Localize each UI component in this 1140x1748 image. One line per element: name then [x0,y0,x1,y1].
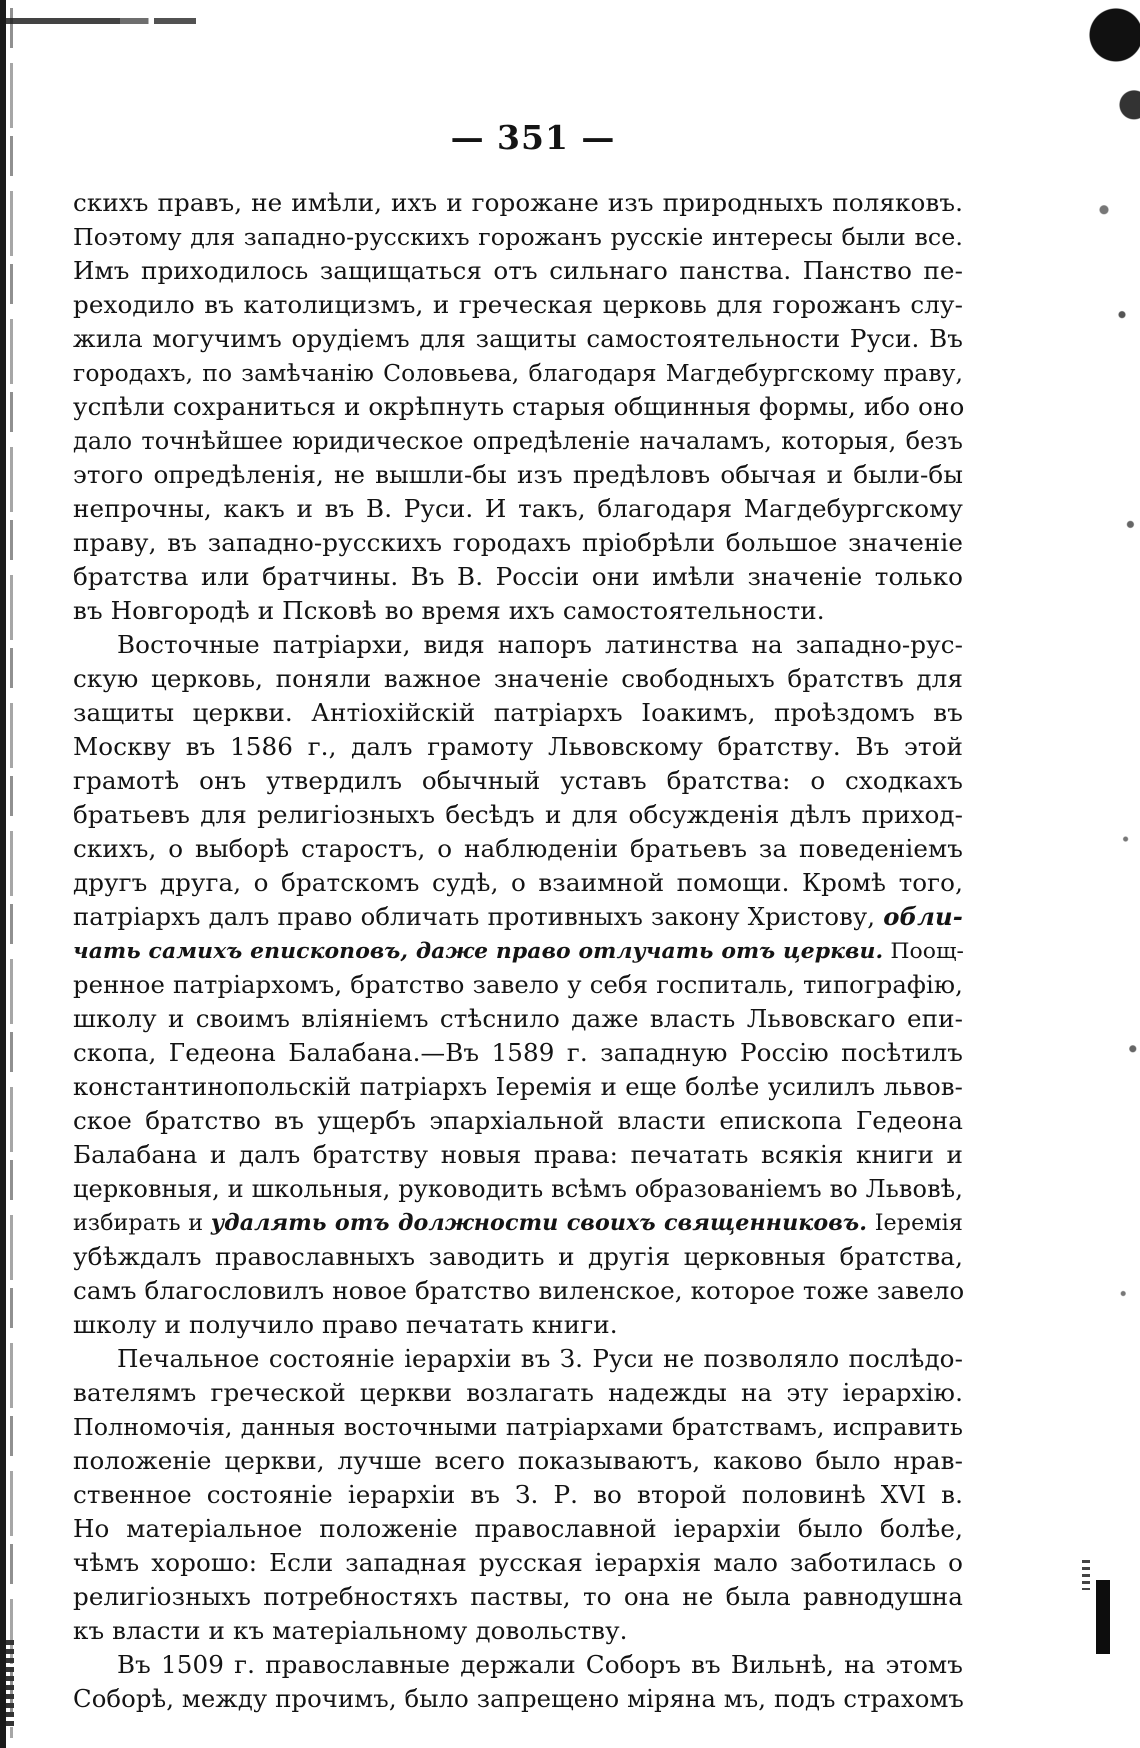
text-run: избирать и [73,1210,211,1236]
text-run: патріархъ далъ право обличать противныхъ закону Христову, [73,902,884,931]
text-line [73,288,963,322]
text-line [73,220,963,254]
text-run: школу и получило право печатать книги. [73,1310,618,1339]
text-line [73,832,963,866]
page-number: — 351 — [450,118,616,157]
text-line [73,1410,963,1444]
text-run: Поощ- [883,939,965,964]
text-line [73,1036,963,1070]
text-line [73,1648,963,1682]
text-run: защиты церкви. Антіохійскій патріархъ Іоакимъ, проѣздомъ въ [73,698,963,727]
text-line [73,322,963,356]
text-run: Имъ приходилось защищаться отъ сильнаго панства. Панство пе- [73,256,963,285]
text-run: къ власти и къ матеріальному довольству. [73,1616,628,1645]
body-text [73,186,963,1716]
text-line [73,696,963,730]
text-line [73,424,963,458]
text-run: Восточные патріархи, видя напоръ латинства на западно-рус- [117,630,963,659]
text-line [73,526,963,560]
text-line [73,764,963,798]
text-run: братства или братчины. Въ В. Россіи они имѣли значеніе только [73,562,963,591]
text-run: скопа, Гедеона Балабана.—Въ 1589 г. западную Россію посѣтилъ [73,1038,963,1067]
text-run: церковныя, и школьныя, руководить всѣмъ образованіемъ во Львовѣ, [73,1175,963,1203]
text-line [73,1002,963,1036]
scan-speck-right [1082,1560,1090,1590]
text-run: убѣждалъ православныхъ заводить и другія церковныя братства, [73,1242,963,1271]
text-line [73,1546,963,1580]
text-line [73,254,963,288]
text-run: городахъ, по замѣчанію Соловьева, благодаря Магдебургскому праву, [73,359,963,387]
scan-noise-right [1020,0,1140,1748]
text-line [73,662,963,696]
text-line [73,1308,963,1342]
text-line [73,594,963,628]
text-line [73,900,963,934]
text-line [73,1240,963,1274]
text-run: ское братство въ ущербъ эпархіальной власти епископа Гедеона [73,1106,963,1135]
text-line [73,560,963,594]
text-run: жила могучимъ орудіемъ для защиты самостоятельности Руси. Въ [73,324,963,353]
text-run: Но матеріальное положеніе православной іерархіи было болѣе, [73,1514,963,1543]
text-run: непрочны, какъ и въ В. Руси. И такъ, благодаря Магдебургскому [73,494,963,523]
text-run: чѣмъ хорошо: Если западная русская іерархія мало заботилась о [73,1548,963,1577]
text-run: братьевъ для религіозныхъ бесѣдъ и для обсужденія дѣлъ приход- [73,800,963,829]
text-line [73,1478,963,1512]
text-run: Балабана и далъ братству новыя права: печатать всякія книги и [73,1140,963,1169]
text-run: вателямъ греческой церкви возлагать надежды на эту іерархію. [73,1378,963,1407]
text-run: школу и своимъ вліяніемъ стѣснило даже власть Львовскаго епи- [73,1004,963,1033]
text-run: ственное состояніе іерархіи въ З. Р. во второй половинѣ XVI в. [73,1480,963,1509]
text-run: грамотѣ онъ утвердилъ обычный уставъ братства: о сходкахъ [73,766,963,795]
text-line [73,1104,963,1138]
text-run: чать самихъ епископовъ, даже право отлучать отъ церкви. [73,938,884,964]
text-line [73,390,963,424]
text-line [73,798,963,832]
text-run: удалять отъ должности своихъ священниковъ. [210,1210,868,1236]
text-line [73,1444,963,1478]
text-line [73,1376,963,1410]
text-run: религіозныхъ потребностяхъ паствы, то она не была равнодушна [73,1582,963,1611]
text-line [73,1070,963,1104]
text-run: дало точнѣйшее юридическое опредѣленіе началамъ, которыя, безъ [73,427,963,455]
text-line [73,186,963,220]
text-run: реходило въ католицизмъ, и греческая церковь для горожанъ слу- [73,290,963,319]
text-line [73,1172,963,1206]
text-run: скую церковь, поняли важное значеніе свободныхъ братствъ для [73,664,963,693]
text-line [73,730,963,764]
text-run: этого опредѣленія, не вышли-бы изъ предѣловъ обычая и были-бы [73,460,963,489]
text-run: скихъ, о выборѣ старостъ, о наблюденіи братьевъ за поведеніемъ [73,834,963,863]
text-run: Печальное состояніе іерархіи въ З. Руси не позволяло послѣдо- [117,1344,963,1373]
text-line [73,1682,963,1716]
text-run: Въ 1509 г. православные держали Соборъ въ Вильнѣ, на этомъ [117,1650,963,1679]
scan-block-right [1096,1580,1110,1654]
text-line [73,968,963,1002]
text-run: константинопольскій патріархъ Іеремія и еще болѣе усилилъ львов- [73,1072,963,1101]
text-run: другъ друга, о братскомъ судѣ, о взаимной помощи. Кромѣ того, [73,868,963,897]
text-run: Москву въ 1586 г., далъ грамоту Львовскому братству. Въ этой [73,732,963,761]
text-line [73,492,963,526]
scan-edge-left [0,0,6,1748]
text-run: Поэтому для западно-русскихъ горожанъ русскіе интересы были все. [73,223,963,251]
text-line [73,1580,963,1614]
scan-edge-left-streak [10,8,13,1738]
text-line [73,1512,963,1546]
text-line [73,356,963,390]
text-line [73,458,963,492]
scan-mark-top-left [6,18,196,24]
text-line [73,1614,963,1648]
text-line [73,1138,963,1172]
text-run: самъ благословилъ новое братство виленское, которое тоже завело [73,1276,965,1305]
text-line [73,1274,963,1308]
text-run: положеніе церкви, лучше всего показываютъ, каково было нрав- [73,1446,963,1475]
text-line [73,866,963,900]
text-line [73,628,963,662]
text-run: успѣли сохраниться и окрѣпнуть старыя общинныя формы, ибо оно [73,392,965,421]
text-run: Соборѣ, между прочимъ, было запрещено міряна мъ, подъ страхомъ [73,1684,964,1713]
text-run: скихъ правъ, не имѣли, ихъ и горожане изъ природныхъ поляковъ. [73,188,963,217]
text-line [73,1342,963,1376]
text-line [73,1206,963,1240]
text-run: праву, въ западно-русскихъ городахъ пріобрѣли большое значеніе [73,528,963,557]
text-run: ренное патріархомъ, братство завело у себя госпиталь, типографію, [73,970,963,999]
text-run: Полномочія, данныя восточными патріархами братствамъ, исправить [73,1413,963,1441]
text-run: обли- [883,902,963,931]
scan-mark-bottom-left [6,1640,14,1730]
text-line [73,934,963,968]
text-run: Іеремія [867,1210,963,1236]
text-run: въ Новгородѣ и Псковѣ во время ихъ самостоятельности. [73,596,825,625]
